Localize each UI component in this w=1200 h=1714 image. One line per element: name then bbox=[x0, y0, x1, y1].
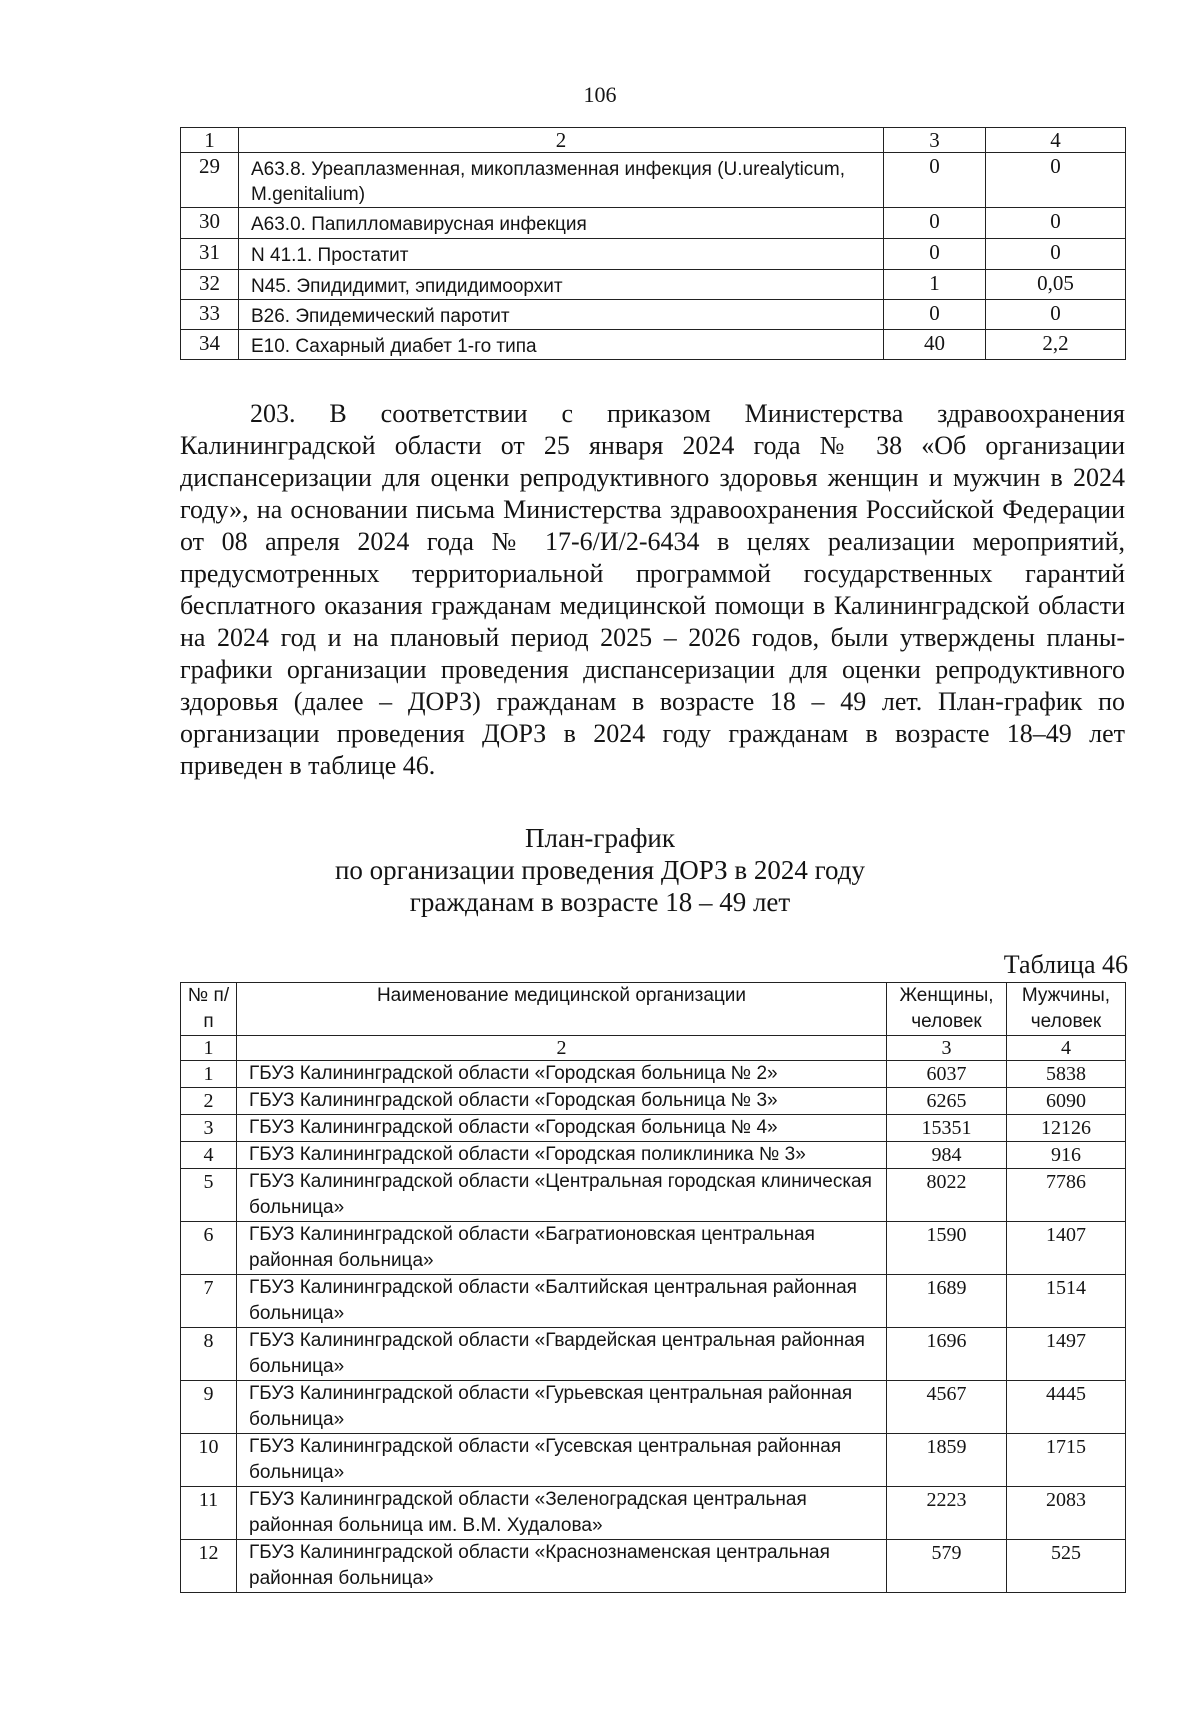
value-cell: 1 bbox=[884, 270, 986, 300]
header-num: № п/п bbox=[181, 983, 237, 1036]
plan-title-line: по организации проведения ДОРЗ в 2024 году bbox=[334, 855, 865, 885]
organization-name: ГБУЗ Калининградской области «Городская больница № 4» bbox=[237, 1115, 887, 1142]
plan-table-index-row bbox=[181, 1036, 1126, 1061]
disease-name: А63.0. Папилломавирусная инфекция bbox=[239, 208, 884, 239]
table-row bbox=[181, 1061, 1126, 1088]
table-row bbox=[181, 330, 1126, 360]
table-row bbox=[181, 1434, 1126, 1487]
men-count: 4445 bbox=[1007, 1381, 1126, 1434]
row-number: 3 bbox=[181, 1115, 237, 1142]
value-cell: 0 bbox=[986, 239, 1126, 270]
men-count: 12126 bbox=[1007, 1115, 1126, 1142]
index-cell: 4 bbox=[986, 128, 1126, 153]
table-row bbox=[181, 1328, 1126, 1381]
organization-name: ГБУЗ Калининградской области «Балтийская центральная районная больница» bbox=[237, 1275, 887, 1328]
paragraph-203: 203. В соответствии с приказом Министерства здравоохранения Калининградской области от 25 января 2024 года № 38 «Об организации диспансеризации для оценки репродуктивного здоровья женщин и мужчин в 2024 году», на основании письма Министерства здравоохранения Российской Федерации от 08 апреля 2024 года № 17-6/И/2-6434 в целях реализации мероприятий, предусмотренных территориальной программой государственных гарантий бесплатного оказания гражданам медицинской помощи в Калининградской области на 2024 год и на плановый период 2025 – 2026 годов, были утверждены планы-графики организации проведения диспансеризации для оценки репродуктивного здоровья (далее – ДОРЗ) гражданам в возрасте 18 – 49 лет. План-график по организации проведения ДОРЗ в 2024 году гражданам в возрасте 18–49 лет приведен в таблице 46. bbox=[180, 399, 1125, 780]
organization-name: ГБУЗ Калининградской области «Городская больница № 3» bbox=[237, 1088, 887, 1115]
women-count: 4567 bbox=[887, 1381, 1007, 1434]
women-count: 6037 bbox=[887, 1061, 1007, 1088]
women-count: 1696 bbox=[887, 1328, 1007, 1381]
organization-name: ГБУЗ Калининградской области «Гусевская центральная районная больница» bbox=[237, 1434, 887, 1487]
header-women: Женщины, человек bbox=[887, 983, 1007, 1036]
row-number: 1 bbox=[181, 1061, 237, 1088]
plan-table-header bbox=[181, 983, 1126, 1036]
men-count: 916 bbox=[1007, 1142, 1126, 1169]
organization-name: ГБУЗ Калининградской области «Городская поликлиника № 3» bbox=[237, 1142, 887, 1169]
plan-title bbox=[0, 822, 1200, 918]
men-count: 525 bbox=[1007, 1540, 1126, 1593]
row-number: 7 bbox=[181, 1275, 237, 1328]
women-count: 6265 bbox=[887, 1088, 1007, 1115]
men-count: 1497 bbox=[1007, 1328, 1126, 1381]
index-cell: 1 bbox=[181, 128, 239, 153]
men-count: 5838 bbox=[1007, 1061, 1126, 1088]
plan-title-line: гражданам в возрасте 18 – 49 лет bbox=[409, 887, 791, 917]
row-number: 2 bbox=[181, 1088, 237, 1115]
disease-table-index-row bbox=[181, 128, 1126, 153]
table-row bbox=[181, 208, 1126, 239]
value-cell: 0 bbox=[884, 239, 986, 270]
row-number: 8 bbox=[181, 1328, 237, 1381]
index-cell: 2 bbox=[239, 128, 884, 153]
header-men: Мужчины, человек bbox=[1007, 983, 1126, 1036]
row-number: 34 bbox=[181, 330, 239, 360]
page-number: 106 bbox=[583, 82, 617, 107]
index-cell: 3 bbox=[884, 128, 986, 153]
table-row bbox=[181, 153, 1126, 208]
value-cell: 2,2 bbox=[986, 330, 1126, 360]
disease-name: Е10. Сахарный диабет 1-го типа bbox=[239, 330, 884, 360]
organization-name: ГБУЗ Калининградской области «Городская больница № 2» bbox=[237, 1061, 887, 1088]
header-name: Наименование медицинской организации bbox=[237, 983, 887, 1036]
table-row bbox=[181, 1115, 1126, 1142]
disease-table bbox=[180, 127, 1126, 360]
row-number: 32 bbox=[181, 270, 239, 300]
row-number: 31 bbox=[181, 239, 239, 270]
value-cell: 0 bbox=[986, 208, 1126, 239]
women-count: 1859 bbox=[887, 1434, 1007, 1487]
men-count: 1407 bbox=[1007, 1222, 1126, 1275]
index-cell: 2 bbox=[237, 1036, 887, 1061]
index-cell: 4 bbox=[1007, 1036, 1126, 1061]
men-count: 1514 bbox=[1007, 1275, 1126, 1328]
women-count: 2223 bbox=[887, 1487, 1007, 1540]
row-number: 5 bbox=[181, 1169, 237, 1222]
table-row bbox=[181, 1275, 1126, 1328]
women-count: 579 bbox=[887, 1540, 1007, 1593]
table-row bbox=[181, 239, 1126, 270]
table-row bbox=[181, 270, 1126, 300]
disease-name: N45. Эпидидимит, эпидидимоорхит bbox=[239, 270, 884, 300]
row-number: 33 bbox=[181, 300, 239, 330]
men-count: 6090 bbox=[1007, 1088, 1126, 1115]
table-row bbox=[181, 300, 1126, 330]
value-cell: 0 bbox=[884, 300, 986, 330]
organization-name: ГБУЗ Калининградской области «Зеленоградская центральная районная больница им. В.М. Худалова» bbox=[237, 1487, 887, 1540]
table-row bbox=[181, 1540, 1126, 1593]
table-row bbox=[181, 1169, 1126, 1222]
organization-name: ГБУЗ Калининградской области «Багратионовская центральная районная больница» bbox=[237, 1222, 887, 1275]
row-number: 9 bbox=[181, 1381, 237, 1434]
index-cell: 1 bbox=[181, 1036, 237, 1061]
organization-name: ГБУЗ Калининградской области «Краснознаменская центральная районная больница» bbox=[237, 1540, 887, 1593]
men-count: 7786 bbox=[1007, 1169, 1126, 1222]
table-row bbox=[181, 1222, 1126, 1275]
plan-table bbox=[180, 982, 1126, 1593]
row-number: 12 bbox=[181, 1540, 237, 1593]
organization-name: ГБУЗ Калининградской области «Центральная городская клиническая больница» bbox=[237, 1169, 887, 1222]
disease-name: А63.8. Уреаплазменная, микоплазменная инфекция (U.urealyticum, M.genitalium) bbox=[239, 153, 884, 208]
row-number: 4 bbox=[181, 1142, 237, 1169]
value-cell: 40 bbox=[884, 330, 986, 360]
women-count: 1590 bbox=[887, 1222, 1007, 1275]
row-number: 30 bbox=[181, 208, 239, 239]
organization-name: ГБУЗ Калининградской области «Гурьевская центральная районная больница» bbox=[237, 1381, 887, 1434]
row-number: 29 bbox=[181, 153, 239, 208]
value-cell: 0,05 bbox=[986, 270, 1126, 300]
table-label: Таблица 46 bbox=[1003, 950, 1128, 979]
index-cell: 3 bbox=[887, 1036, 1007, 1061]
women-count: 15351 bbox=[887, 1115, 1007, 1142]
women-count: 984 bbox=[887, 1142, 1007, 1169]
row-number: 11 bbox=[181, 1487, 237, 1540]
disease-name: В26. Эпидемический паротит bbox=[239, 300, 884, 330]
table-row bbox=[181, 1088, 1126, 1115]
women-count: 8022 bbox=[887, 1169, 1007, 1222]
disease-name: N 41.1. Простатит bbox=[239, 239, 884, 270]
value-cell: 0 bbox=[884, 208, 986, 239]
plan-title-line: План-график bbox=[524, 823, 676, 853]
value-cell: 0 bbox=[986, 153, 1126, 208]
women-count: 1689 bbox=[887, 1275, 1007, 1328]
men-count: 2083 bbox=[1007, 1487, 1126, 1540]
men-count: 1715 bbox=[1007, 1434, 1126, 1487]
row-number: 6 bbox=[181, 1222, 237, 1275]
row-number: 10 bbox=[181, 1434, 237, 1487]
table-row bbox=[181, 1487, 1126, 1540]
value-cell: 0 bbox=[986, 300, 1126, 330]
table-row bbox=[181, 1142, 1126, 1169]
organization-name: ГБУЗ Калининградской области «Гвардейская центральная районная больница» bbox=[237, 1328, 887, 1381]
table-row bbox=[181, 1381, 1126, 1434]
value-cell: 0 bbox=[884, 153, 986, 208]
